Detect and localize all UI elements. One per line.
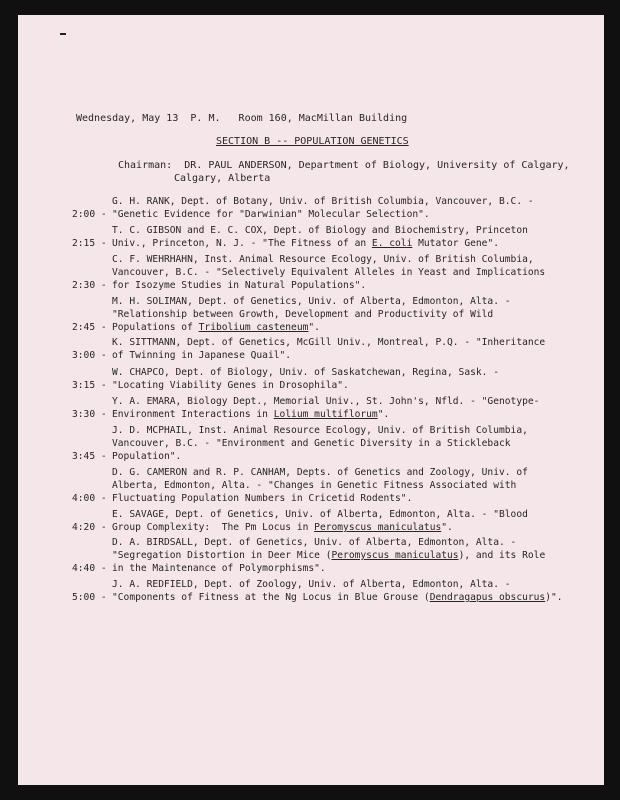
- schedule-body: [112, 536, 545, 575]
- schedule-item: [72, 508, 528, 534]
- schedule-item: [72, 536, 545, 575]
- schedule-item: [72, 366, 499, 392]
- schedule-time: 4:20 -: [72, 522, 107, 533]
- schedule-line: C. F. WEHRHAHN, Inst. Animal Resource Ecology, Univ. of British Columbia,: [112, 254, 534, 265]
- schedule-line: "Genetic Evidence for "Darwinian" Molecular Selection".: [112, 209, 430, 220]
- chairman-line1: DR. PAUL ANDERSON, Department of Biology, University of Calgary,: [184, 160, 570, 171]
- schedule-line: of Twinning in Japanese Quail".: [112, 350, 292, 361]
- schedule-body: [112, 295, 511, 334]
- schedule-body: [112, 508, 528, 534]
- schedule-line: M. H. SOLIMAN, Dept. of Genetics, Univ. of Alberta, Edmonton, Alta. -: [112, 296, 511, 307]
- schedule-line: Y. A. EMARA, Biology Dept., Memorial Univ., St. John's, Nfld. - "Genotype-: [112, 396, 540, 407]
- schedule-line: K. SITTMANN, Dept. of Genetics, McGill Univ., Montreal, P.Q. - "Inheritance: [112, 337, 546, 348]
- schedule-body: [112, 336, 545, 362]
- schedule-line: Environment Interactions in: [112, 409, 274, 420]
- schedule-line: D. A. BIRDSALL, Dept. of Genetics, Univ. of Alberta, Edmonton, Alta. -: [112, 537, 517, 548]
- punch-mark: [60, 33, 66, 35]
- section-title: SECTION B -- POPULATION GENETICS: [216, 136, 409, 147]
- schedule-line: G. H. RANK, Dept. of Botany, Univ. of British Columbia, Vancouver, B.C. -: [112, 196, 534, 207]
- schedule-line: "Segregation Distortion in Deer Mice (: [112, 550, 332, 561]
- schedule-line: "Locating Viability Genes in Drosophila".: [112, 380, 349, 391]
- schedule-line: ), and its Role: [458, 550, 546, 561]
- schedule-line: Group Complexity: The Pm Locus in: [112, 522, 315, 533]
- schedule-time: 3:00 -: [72, 350, 107, 361]
- schedule-time: 4:40 -: [72, 563, 107, 574]
- schedule-line: ".: [377, 409, 390, 420]
- species-name: E. coli: [371, 238, 413, 249]
- schedule-item: [72, 395, 539, 421]
- schedule-line: Population".: [112, 451, 182, 462]
- schedule-line: Populations of: [112, 322, 199, 333]
- schedule-line: Vancouver, B.C. - "Environment and Genetic Diversity in a Stickleback: [112, 438, 511, 449]
- schedule-body: [112, 578, 563, 604]
- schedule-item: [72, 424, 528, 463]
- schedule-line: D. G. CAMERON and R. P. CANHAM, Depts. of Genetics and Zoology, Univ. of: [112, 467, 528, 478]
- chairman-line2: Calgary, Alberta: [174, 173, 271, 184]
- schedule-item: [72, 224, 528, 250]
- schedule-body: [112, 424, 528, 463]
- schedule-body: [112, 253, 545, 292]
- schedule-line: T. C. GIBSON and E. C. COX, Dept. of Biology and Biochemistry, Princeton: [112, 225, 528, 236]
- schedule-time: 5:00 -: [72, 592, 107, 603]
- schedule-time: 3:15 -: [72, 380, 107, 391]
- species-name: Lolium multiflorum: [273, 409, 378, 420]
- schedule-line: Alberta, Edmonton, Alta. - "Changes in Genetic Fitness Associated with: [112, 480, 517, 491]
- schedule-time: 3:45 -: [72, 451, 107, 462]
- schedule-body: [112, 195, 534, 221]
- schedule-line: Vancouver, B.C. - "Selectively Equivalent Alleles in Yeast and Implications: [112, 267, 546, 278]
- schedule-line: )".: [545, 592, 563, 603]
- species-name: Tribolium casteneum: [198, 322, 309, 333]
- schedule-line: J. A. REDFIELD, Dept. of Zoology, Univ. of Alberta, Edmonton, Alta. -: [112, 579, 511, 590]
- session-header: Wednesday, May 13 P. M. Room 160, MacMillan Building: [76, 113, 408, 124]
- species-name: Peromyscus maniculatus: [314, 522, 442, 533]
- schedule-line: in the Maintenance of Polymorphisms".: [112, 563, 326, 574]
- schedule-time: 2:30 -: [72, 280, 107, 291]
- schedule-line: Fluctuating Population Numbers in Cricetid Rodents".: [112, 493, 413, 504]
- schedule-line: Mutator Gene".: [412, 238, 499, 249]
- schedule-item: [72, 336, 545, 362]
- schedule-body: [112, 466, 528, 505]
- chairman-label: Chairman:: [118, 160, 173, 171]
- schedule-body: [112, 395, 539, 421]
- schedule-time: 3:30 -: [72, 409, 107, 420]
- schedule-line: ".: [308, 322, 320, 333]
- species-name: Dendragapus obscurus: [429, 592, 546, 603]
- schedule-line: "Components of Fitness at the Ng Locus in Blue Grouse (: [112, 592, 430, 603]
- schedule-line: W. CHAPCO, Dept. of Biology, Univ. of Saskatchewan, Regina, Sask. -: [112, 367, 499, 378]
- schedule-item: [72, 253, 545, 292]
- schedule-time: 2:45 -: [72, 322, 107, 333]
- schedule-time: 4:00 -: [72, 493, 107, 504]
- schedule-time: 2:00 -: [72, 209, 107, 220]
- schedule-line: J. D. MCPHAIL, Inst. Animal Resource Ecology, Univ. of British Columbia,: [112, 425, 528, 436]
- schedule-line: E. SAVAGE, Dept. of Genetics, Univ. of Alberta, Edmonton, Alta. - "Blood: [112, 509, 528, 520]
- schedule-item: [72, 466, 528, 505]
- schedule-item: [72, 578, 563, 604]
- schedule-time: 2:15 -: [72, 238, 107, 249]
- schedule-body: [112, 366, 499, 392]
- schedule-line: ".: [441, 522, 453, 533]
- schedule-line: "Relationship between Growth, Development and Productivity of Wild: [112, 309, 494, 320]
- schedule-line: for Isozyme Studies in Natural Populations".: [112, 280, 367, 291]
- chairman-block: [118, 159, 570, 185]
- schedule-line: Univ., Princeton, N. J. - "The Fitness of an: [112, 238, 372, 249]
- schedule-body: [112, 224, 528, 250]
- schedule-item: [72, 295, 511, 334]
- species-name: Peromyscus maniculatus: [331, 550, 459, 561]
- schedule-item: [72, 195, 534, 221]
